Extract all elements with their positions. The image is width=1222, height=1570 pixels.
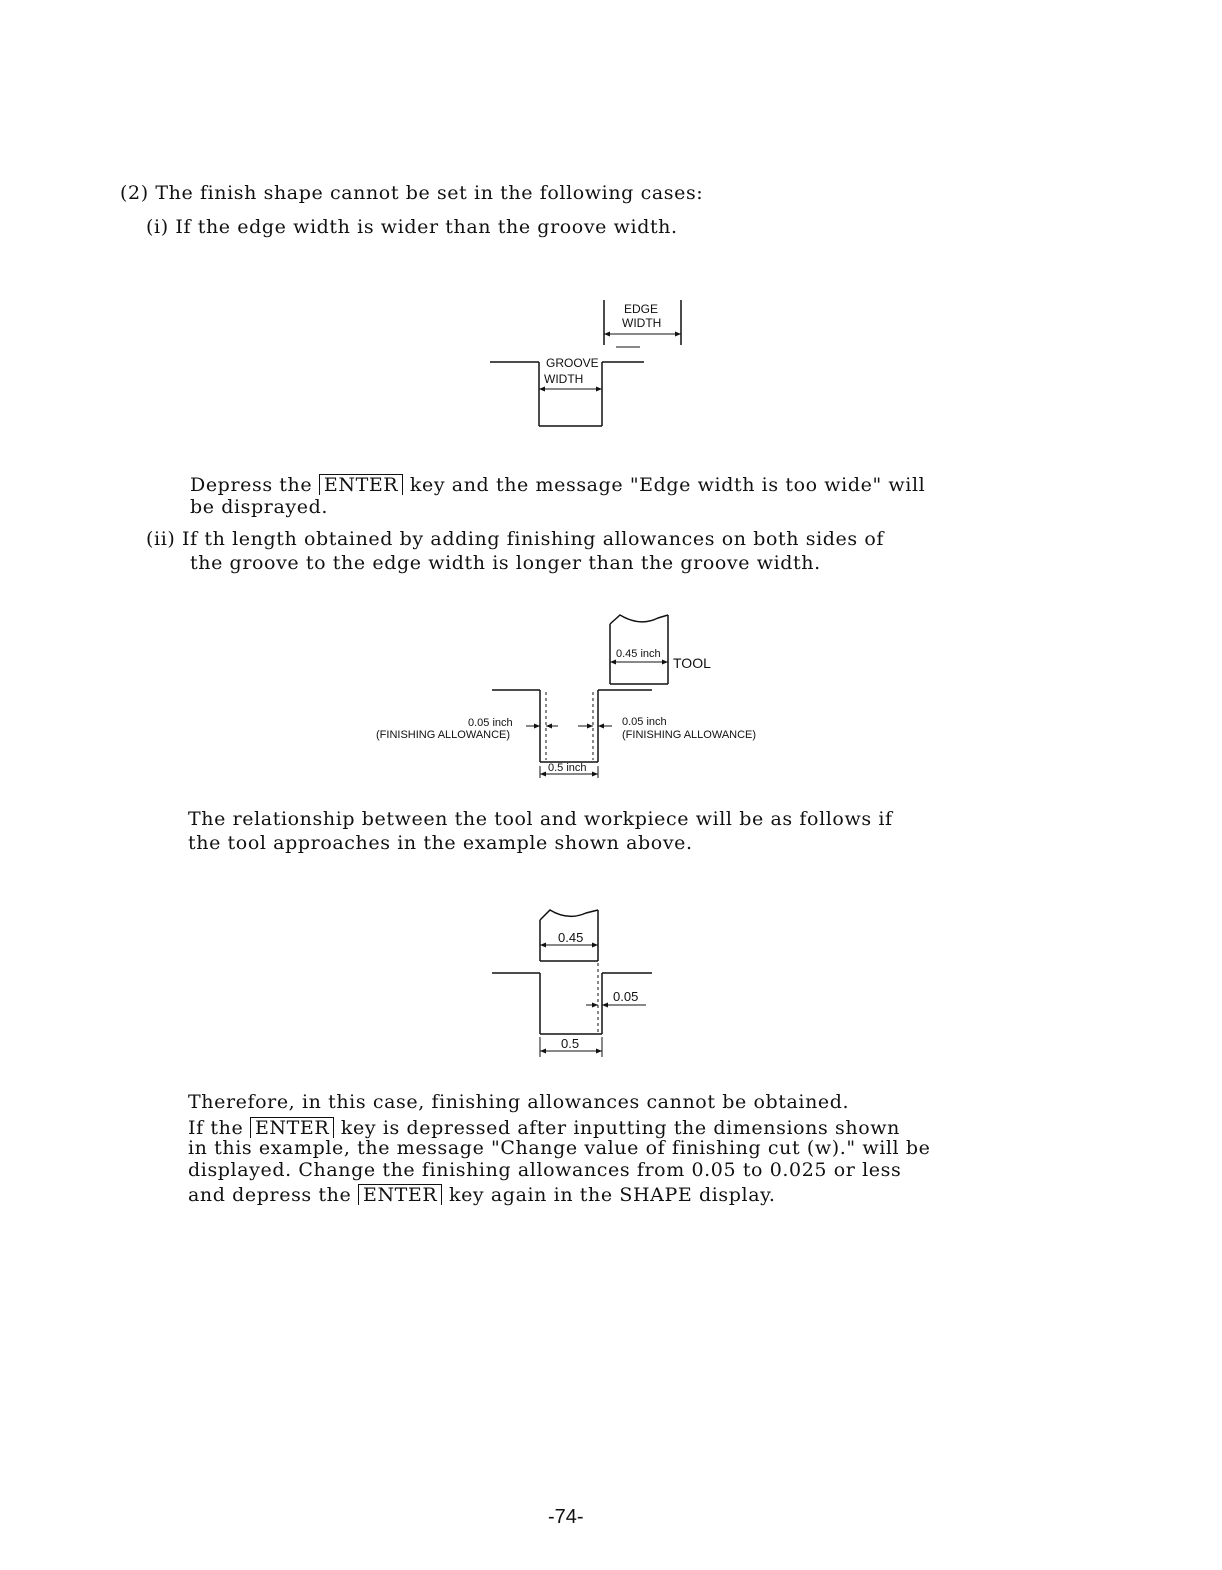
conclusion-line2-post: key is depressed after inputting the dimensions shown [334,1117,900,1139]
page-number: -74- [548,1506,584,1528]
conclusion-line5 [188,1184,776,1205]
paragraph-enter-edge [190,474,925,495]
left-allowance-label: 0.05 inch [468,717,513,729]
enter-key-label-2: ENTER [250,1117,334,1138]
para1-pre: Depress the [190,474,319,496]
tool-label: TOOL [673,655,711,671]
conclusion-line2-pre: If the [188,1117,250,1139]
conclusion-line4: displayed. Change the finishing allowances from 0.05 to 0.025 or less [188,1159,902,1181]
case-ii-line1: (ii) If th length obtained by adding finishing allowances on both sides of [146,528,885,550]
approach-allowance: 0.05 [613,989,639,1004]
relationship-line2: the tool approaches in the example shown above. [188,832,693,854]
case-i-text: (i) If the edge width is wider than the groove width. [146,216,678,238]
tool-width-label: 0.45 inch [616,648,661,660]
approach-groove-width: 0.5 [561,1036,580,1051]
relationship-line1: The relationship between the tool and workpiece will be as follows if [188,808,893,830]
paragraph-enter-edge-line2: be disprayed. [190,496,328,518]
conclusion-line1: Therefore, in this case, finishing allowances cannot be obtained. [188,1091,850,1113]
figure-tool-approach [480,905,680,1055]
conclusion-line5-post: key again in the SHAPE display. [442,1184,776,1206]
groove-width-label: 0.5 inch [548,762,587,774]
right-allowance-note: (FINISHING ALLOWANCE) [622,729,757,741]
left-allowance-note: (FINISHING ALLOWANCE) [376,729,511,741]
right-allowance-label: 0.05 inch [622,716,667,728]
conclusion-line3: in this example, the message "Change value of finishing cut (w)." will be [188,1137,931,1159]
enter-key-label: ENTER [319,474,403,495]
case-ii-line2: the groove to the edge width is longer than the groove width. [190,552,821,574]
figure-edge-vs-groove [480,292,700,432]
groove-label-line2: WIDTH [544,372,584,386]
para1-post: key and the message "Edge width is too wide" will [403,474,926,496]
edge-label-line1: EDGE [624,302,659,316]
approach-tool-width: 0.45 [558,930,584,945]
conclusion-line5-pre: and depress the [188,1184,358,1206]
heading: (2) The finish shape cannot be set in the following cases: [120,182,704,204]
groove-label-line1: GROOVE [546,356,599,370]
conclusion-line2 [188,1117,900,1138]
figure-finishing-allowance [360,612,800,792]
enter-key-label-3: ENTER [358,1184,442,1205]
edge-label-line2: WIDTH [622,316,662,330]
